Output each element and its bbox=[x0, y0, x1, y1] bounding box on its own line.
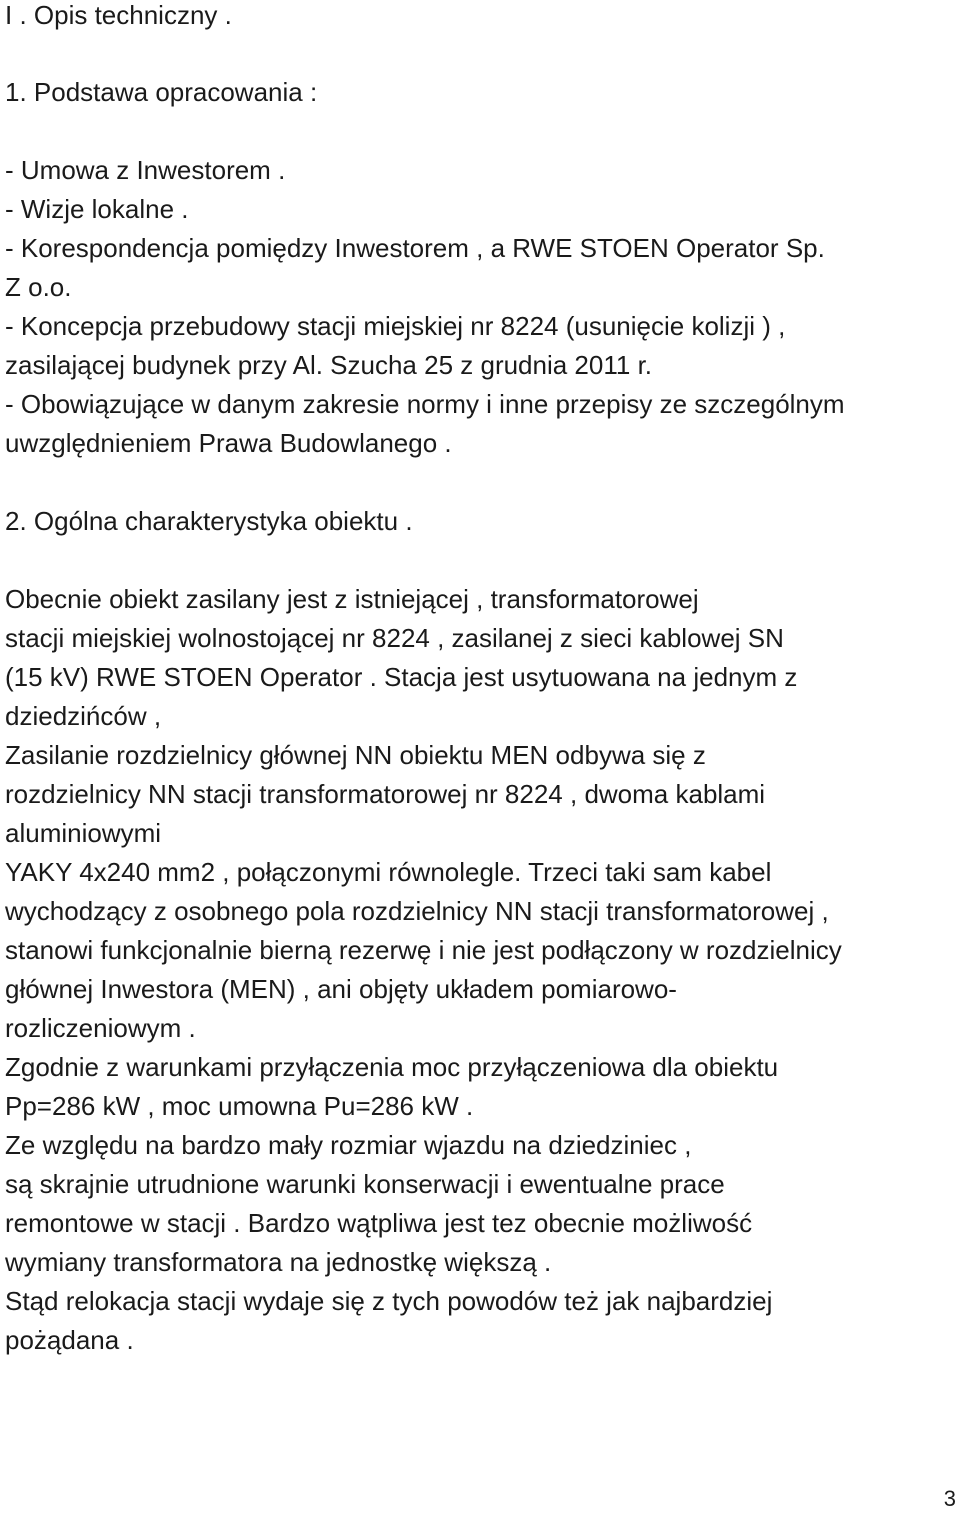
subsection-1-heading: 1. Podstawa opracowania : bbox=[5, 77, 318, 107]
subsection-2-heading: 2. Ogólna charakterystyka obiektu . bbox=[5, 506, 413, 536]
body-line: głównej Inwestora (MEN) , ani objęty układem pomiarowo- bbox=[5, 974, 677, 1004]
body-line: są skrajnie utrudnione warunki konserwacji i ewentualne prace bbox=[5, 1169, 725, 1199]
body-line: aluminiowymi bbox=[5, 818, 162, 848]
basis-item: - Korespondencja pomiędzy Inwestorem , a RWE STOEN Operator Sp. bbox=[5, 233, 825, 263]
basis-item: - Koncepcja przebudowy stacji miejskiej nr 8224 (usunięcie kolizji ) , bbox=[5, 311, 786, 341]
body-line: dziedzińców , bbox=[5, 701, 162, 731]
body-line: Zgodnie z warunkami przyłączenia moc przyłączeniowa dla obiektu bbox=[5, 1052, 779, 1082]
basis-item: - Wizje lokalne . bbox=[5, 194, 189, 224]
page-number: 3 bbox=[943, 1486, 956, 1511]
body-line: Obecnie obiekt zasilany jest z istniejącej , transformatorowej bbox=[5, 584, 699, 614]
body-line: remontowe w stacji . Bardzo wątpliwa jest tez obecnie możliwość bbox=[5, 1208, 753, 1238]
body-line: Pp=286 kW , moc umowna Pu=286 kW . bbox=[5, 1091, 474, 1121]
body-line: Stąd relokacja stacji wydaje się z tych powodów też jak najbardziej bbox=[5, 1286, 773, 1316]
body-line: rozdzielnicy NN stacji transformatorowej nr 8224 , dwoma kablami bbox=[5, 779, 766, 809]
body-line: stanowi funkcjonalnie bierną rezerwę i nie jest podłączony w rozdzielnicy bbox=[5, 935, 842, 965]
body-line: wymiany transformatora na jednostkę większą . bbox=[5, 1247, 552, 1277]
body-line: pożądana . bbox=[5, 1325, 134, 1355]
basis-item: - Obowiązujące w danym zakresie normy i inne przepisy ze szczególnym bbox=[5, 389, 845, 419]
basis-item: - Umowa z Inwestorem . bbox=[5, 155, 286, 185]
basis-item-continued: Z o.o. bbox=[5, 272, 72, 302]
section-title: I . Opis techniczny . bbox=[5, 0, 232, 30]
body-line: Zasilanie rozdzielnicy głównej NN obiektu MEN odbywa się z bbox=[5, 740, 706, 770]
body-line: YAKY 4x240 mm2 , połączonymi równolegle. Trzeci taki sam kabel bbox=[5, 857, 772, 887]
body-line: stacji miejskiej wolnostojącej nr 8224 , zasilanej z sieci kablowej SN bbox=[5, 623, 784, 653]
body-line: Ze względu na bardzo mały rozmiar wjazdu na dziedziniec , bbox=[5, 1130, 692, 1160]
body-line: (15 kV) RWE STOEN Operator . Stacja jest usytuowana na jednym z bbox=[5, 662, 798, 692]
body-line: rozliczeniowym . bbox=[5, 1013, 196, 1043]
basis-item-continued: zasilającej budynek przy Al. Szucha 25 z grudnia 2011 r. bbox=[5, 350, 653, 380]
basis-item-continued: uwzględnieniem Prawa Budowlanego . bbox=[5, 428, 452, 458]
body-line: wychodzący z osobnego pola rozdzielnicy NN stacji transformatorowej , bbox=[5, 896, 829, 926]
